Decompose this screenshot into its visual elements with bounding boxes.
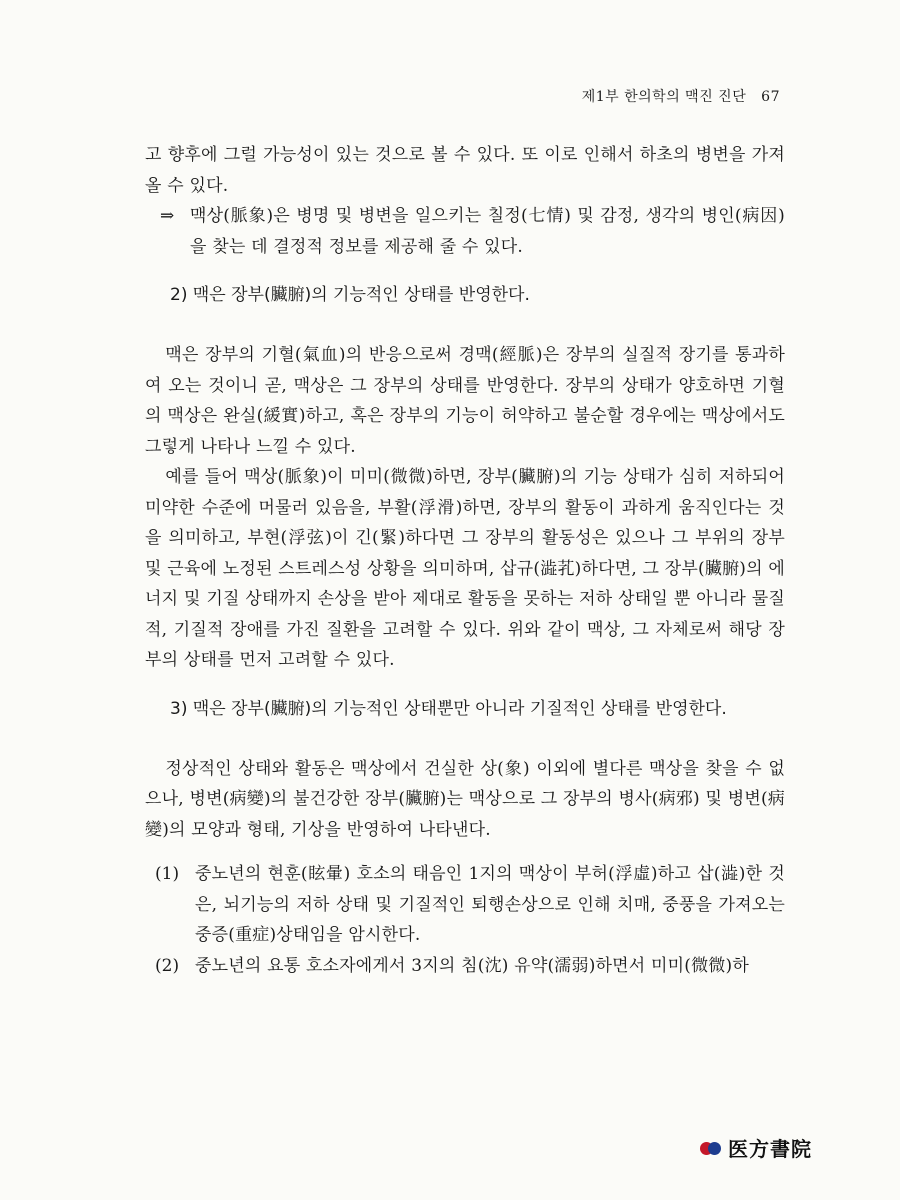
page-number: 67	[761, 89, 780, 105]
arrow-note	[160, 201, 785, 262]
logo-dots-icon	[700, 1139, 722, 1157]
section-heading-2: 2) 맥은 장부(臟腑)의 기능적인 상태를 반영한다.	[170, 285, 530, 305]
paragraph-pathology: 정상적인 상태와 활동은 맥상에서 건실한 상(象) 이외에 별다른 맥상을 찾을 수 없으나, 병변(病變)의 불건강한 장부(臟腑)는 맥상으로 그 장부의 병사(病邪) 및 병변(病變)의 모양과 형태, 기상을 반영하여 나타낸다.	[145, 758, 785, 840]
header-title: 제1부 한의학의 맥진 진단	[581, 89, 747, 105]
arrow-icon: ⇒	[160, 206, 175, 226]
arrow-note-text: 맥상(脈象)은 병명 및 병변을 일으키는 칠정(七情) 및 감정, 생각의 병인(病因)을 찾는 데 결정적 정보를 제공해 줄 수 있다.	[190, 206, 785, 257]
item-text: 중노년의 현훈(眩暈) 호소의 태음인 1지의 맥상이 부허(浮虛)하고 삽(澁)한 것은, 뇌기능의 저하 상태 및 기질적인 퇴행손상으로 인해 치매, 중풍을 가져오는 중증(重症)상태임을 암시한다.	[195, 864, 785, 945]
paragraph-example: 예를 들어 맥상(脈象)이 미미(微微)하면, 장부(臟腑)의 기능 상태가 심히 저하되어 미약한 수준에 머물러 있음을, 부활(浮滑)하면, 장부의 활동이 과하게 움직인다는 것을 의미하고, 부현(浮弦)이 긴(緊)하다면 그 장부의 활동성은 있으나 그 부위의 장부 및 근육에 노정된 스트레스성 상황을 의미하며, 삽규(澁芤)하다면, 그 장부(臟腑)의 에너지 및 기질 상태까지 손상을 받아 제대로 활동을 못하는 저하 상태일 뿐 아니라 물질적, 기질적 장애를 가진 질환을 고려할 수 있다. 위와 같이 맥상, 그 자체로써 해당 장부의 상태를 먼저 고려할 수 있다.	[145, 467, 785, 670]
publisher-logo	[700, 1133, 812, 1162]
numbered-item-1	[155, 859, 785, 951]
item-number: (1)	[155, 864, 180, 884]
publisher-name: 医方書院	[728, 1137, 812, 1161]
running-header	[582, 86, 780, 106]
item-number: (2)	[155, 955, 180, 976]
numbered-item-2	[155, 951, 785, 982]
page-content	[145, 140, 785, 981]
paragraph-continued: 고 향후에 그럴 가능성이 있는 것으로 볼 수 있다. 또 이로 인해서 하초의 병변을 가져올 수 있다.	[145, 145, 785, 196]
paragraph-organ-state: 맥은 장부의 기혈(氣血)의 반응으로써 경맥(經脈)은 장부의 실질적 장기를 통과하여 오는 것이니 곧, 맥상은 그 장부의 상태를 반영한다. 장부의 상태가 양호하면 기혈의 맥상은 완실(緩實)하고, 혹은 장부의 기능이 허약하고 불순할 경우에는 맥상에서도 그렇게 나타나 느낄 수 있다.	[145, 345, 785, 457]
item-text: 중노년의 요통 호소자에게서 3지의 침(沈) 유약(濡弱)하면서 미미(微微)하	[195, 955, 749, 976]
section-heading-3: 3) 맥은 장부(臟腑)의 기능적인 상태뿐만 아니라 기질적인 상태를 반영한다.	[170, 698, 727, 719]
